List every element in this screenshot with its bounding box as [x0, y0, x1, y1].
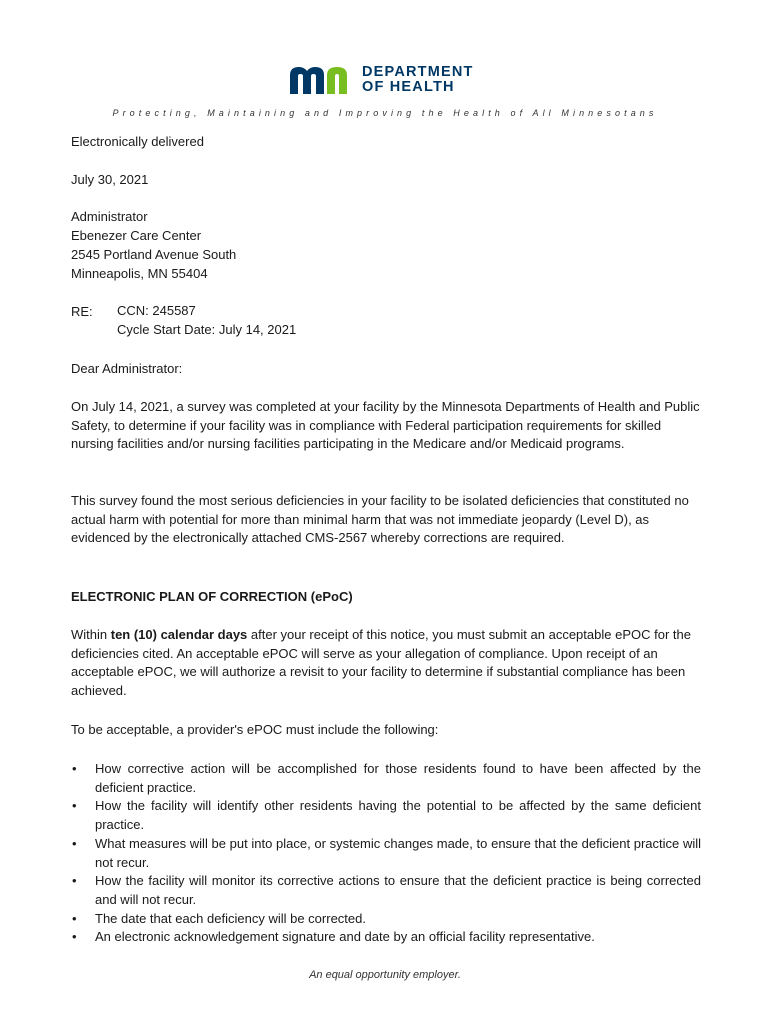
letter-date: July 30, 2021 — [71, 172, 149, 187]
re-details — [117, 302, 296, 339]
tagline: Protecting, Maintaining and Improving the Health of All Minnesotans — [112, 108, 658, 118]
list-item — [71, 797, 701, 834]
bullet-icon: • — [72, 873, 77, 889]
paragraph-epoc-prefix: Within — [71, 627, 111, 642]
deadline-emphasis: ten (10) calendar days — [110, 627, 248, 642]
logo-wordmark — [362, 65, 474, 95]
list-item — [71, 835, 701, 872]
address-line: Minneapolis, MN 55404 — [71, 266, 208, 281]
footer-equal-opportunity: An equal opportunity employer. — [309, 969, 461, 981]
requirements-list — [71, 760, 701, 947]
list-item — [71, 872, 701, 909]
paragraph-survey: On July 14, 2021, a survey was completed at your facility by the Minnesota Departments of Health and Public Safety, to determine if your facility was in compliance with Federal participation requirements for skilled nursing facilities and/or nursing facilities participating in the Medicare and/or Medicaid programs. — [71, 399, 700, 452]
paragraph-epoc-body: after your receipt of this notice, you must submit an acceptable ePOC for the deficiencies cited. An acceptable ePOC will serve as your allegation of compliance. Upon receipt of an acceptable ePOC, we will authorize a revisit to your facility to determine if substantial compliance has been achieved. — [71, 627, 691, 699]
list-item-text: How corrective action will be accomplished for those residents found to have been affected by the deficient practice. — [95, 761, 701, 795]
list-item — [71, 928, 701, 947]
list-item-text: An electronic acknowledgement signature and date by an official facility representative. — [95, 929, 595, 945]
address-line: Administrator — [71, 209, 148, 224]
address-line: Ebenezer Care Center — [71, 228, 202, 243]
bullet-icon: • — [72, 835, 77, 851]
address-line: 2545 Portland Avenue South — [71, 247, 237, 262]
bullet-icon: • — [72, 929, 77, 945]
bullet-icon: • — [72, 910, 77, 926]
list-item-text: How the facility will monitor its corrective actions to ensure that the deficient practice is being corrected and will not recur. — [95, 873, 701, 907]
paragraph-epoc — [71, 626, 701, 701]
delivery-method: Electronically delivered — [71, 134, 204, 149]
bullet-icon: • — [72, 798, 77, 814]
logo-line-1: DEPARTMENT — [362, 64, 474, 80]
paragraph-requirements: To be acceptable, a provider's ePOC must include the following: — [71, 722, 439, 737]
logo-line-2: OF HEALTH — [362, 79, 455, 95]
bullet-icon: • — [72, 761, 77, 776]
mn-logo-icon — [290, 64, 356, 94]
section-heading: ELECTRONIC PLAN OF CORRECTION (ePoC) — [71, 589, 353, 604]
list-item — [71, 910, 701, 929]
cycle-start-line: Cycle Start Date: July 14, 2021 — [117, 321, 297, 337]
paragraph-findings: This survey found the most serious deficiencies in your facility to be isolated deficiencies that constituted no actual harm with potential for more than minimal harm that was not immediate jeopardy (Level D), as evidenced by the electronically attached CMS-2567 whereby corrections are required. — [71, 493, 689, 546]
salutation: Dear Administrator: — [71, 361, 183, 376]
list-item — [71, 760, 701, 797]
list-item-text: How the facility will identify other residents having the potential to be affected by the same deficient practice. — [95, 798, 701, 833]
ccn-line: CCN: 245587 — [117, 303, 196, 318]
list-item-text: What measures will be put into place, or systemic changes made, to ensure that the deficient practice will not recur. — [95, 835, 701, 870]
re-label: RE: — [71, 304, 93, 319]
mdh-logo — [290, 64, 490, 98]
list-item-text: The date that each deficiency will be corrected. — [95, 910, 366, 926]
